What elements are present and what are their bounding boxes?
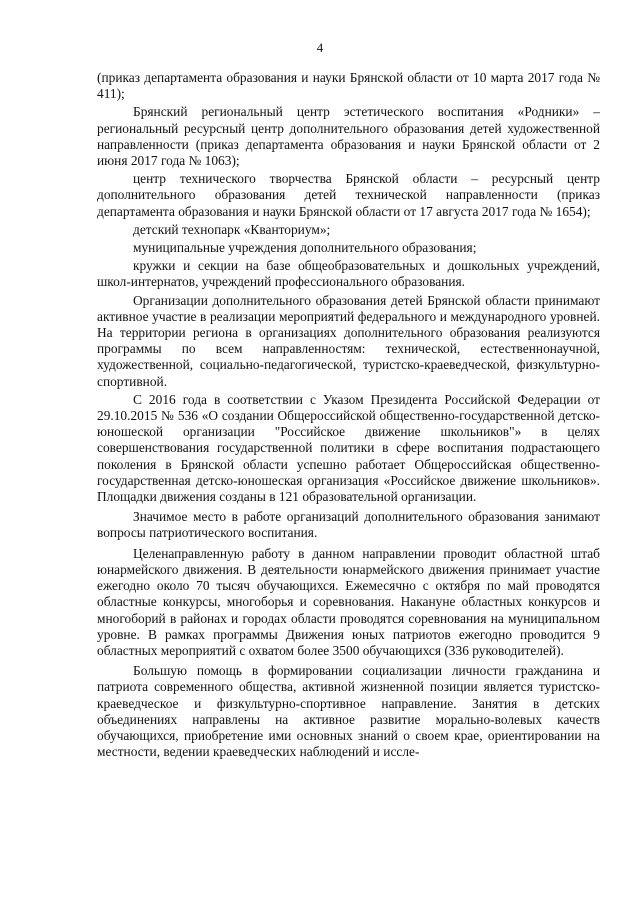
paragraph-municipal-institutions: муниципальные учреждения дополнительного образования; bbox=[133, 240, 477, 256]
page-number: 4 bbox=[316, 40, 324, 55]
paragraph-kvantorium: детский технопарк «Кванториум»; bbox=[133, 221, 331, 237]
paragraph-organizations-participation: Организации дополнительного образования детей Брянской области принимают активное участие в реализации мероприятий федерального и международного уровней. На территории региона в организациях дополнительного образования реализуются программы по всем направленностям: технической, естественнонаучной, художественной, социально-педагогической, туристско-краеведческой, физкультурно-спортивной. bbox=[97, 292, 600, 389]
paragraph-technical-center: центр технического творчества Брянской области – ресурсный центр дополнительного образования детей технической направленности (приказ департамента образования и науки Брянской области от 17 августа 2017 года № 1654); bbox=[97, 171, 600, 219]
document-body bbox=[97, 70, 600, 762]
paragraph-rds-movement: С 2016 года в соответствии с Указом Президента Российской Федерации от 29.10.2015 № 536 «О создании Общероссийской общественно-государственной детско-юношеской организации "Российское движение школьников"» в целях совершенствования государственной политики в сфере воспитания подрастающего поколения в Брянской области успешно работает Общероссийская общественно-государственная детско-юношеская организация «Российское движение школьников». Площадки движения созданы в 121 образовательной организации. bbox=[97, 391, 600, 505]
paragraph-tourism-sports: Большую помощь в формировании социализации личности гражданина и патриота современного общества, активной жизненной позиции является туристско-краеведческое и физкультурно-спортивное направление. Занятия в детских объединениях направлены на активное развитие морально-волевых качеств обучающихся, приобретение ими основных знаний о своем крае, ориентировании на местности, ведении краеведческих наблюдений и иссле- bbox=[97, 663, 600, 760]
paragraph-clubs-sections: кружки и секции на базе общеобразовательных и дошкольных учреждений, школ-интернатов, учреждений профессионального образования. bbox=[97, 258, 600, 290]
paragraph-rodniki-center: Брянский региональный центр эстетического воспитания «Родники» – региональный ресурсный центр дополнительного образования детей художественной направленности (приказ департамента образования и науки Брянской области от 2 июня 2017 года № 1063); bbox=[97, 104, 600, 169]
paragraph-order-411: (приказ департамента образования и науки Брянской области от 10 марта 2017 года № 411); bbox=[97, 70, 600, 102]
paragraph-yunarmiya: Целенаправленную работу в данном направлении проводит областной штаб юнармейского движения. В деятельности юнармейского движения принимает участие ежегодно около 70 тысяч обучающихся. Ежемесячно с октября по май проводятся областные конкурсы, многоборья и соревнования. Накануне областных конкурсов и многоборий в районах и городах области проводятся соревнования на муниципальном уровне. В рамках программы Движения юных патриотов ежегодно проводится 9 областных мероприятий с охватом более 3500 обучающихся (336 руководителей). bbox=[97, 545, 600, 658]
paragraph-patriotic-education: Значимое место в работе организаций дополнительного образования занимают вопросы патриотического воспитания. bbox=[97, 509, 600, 541]
